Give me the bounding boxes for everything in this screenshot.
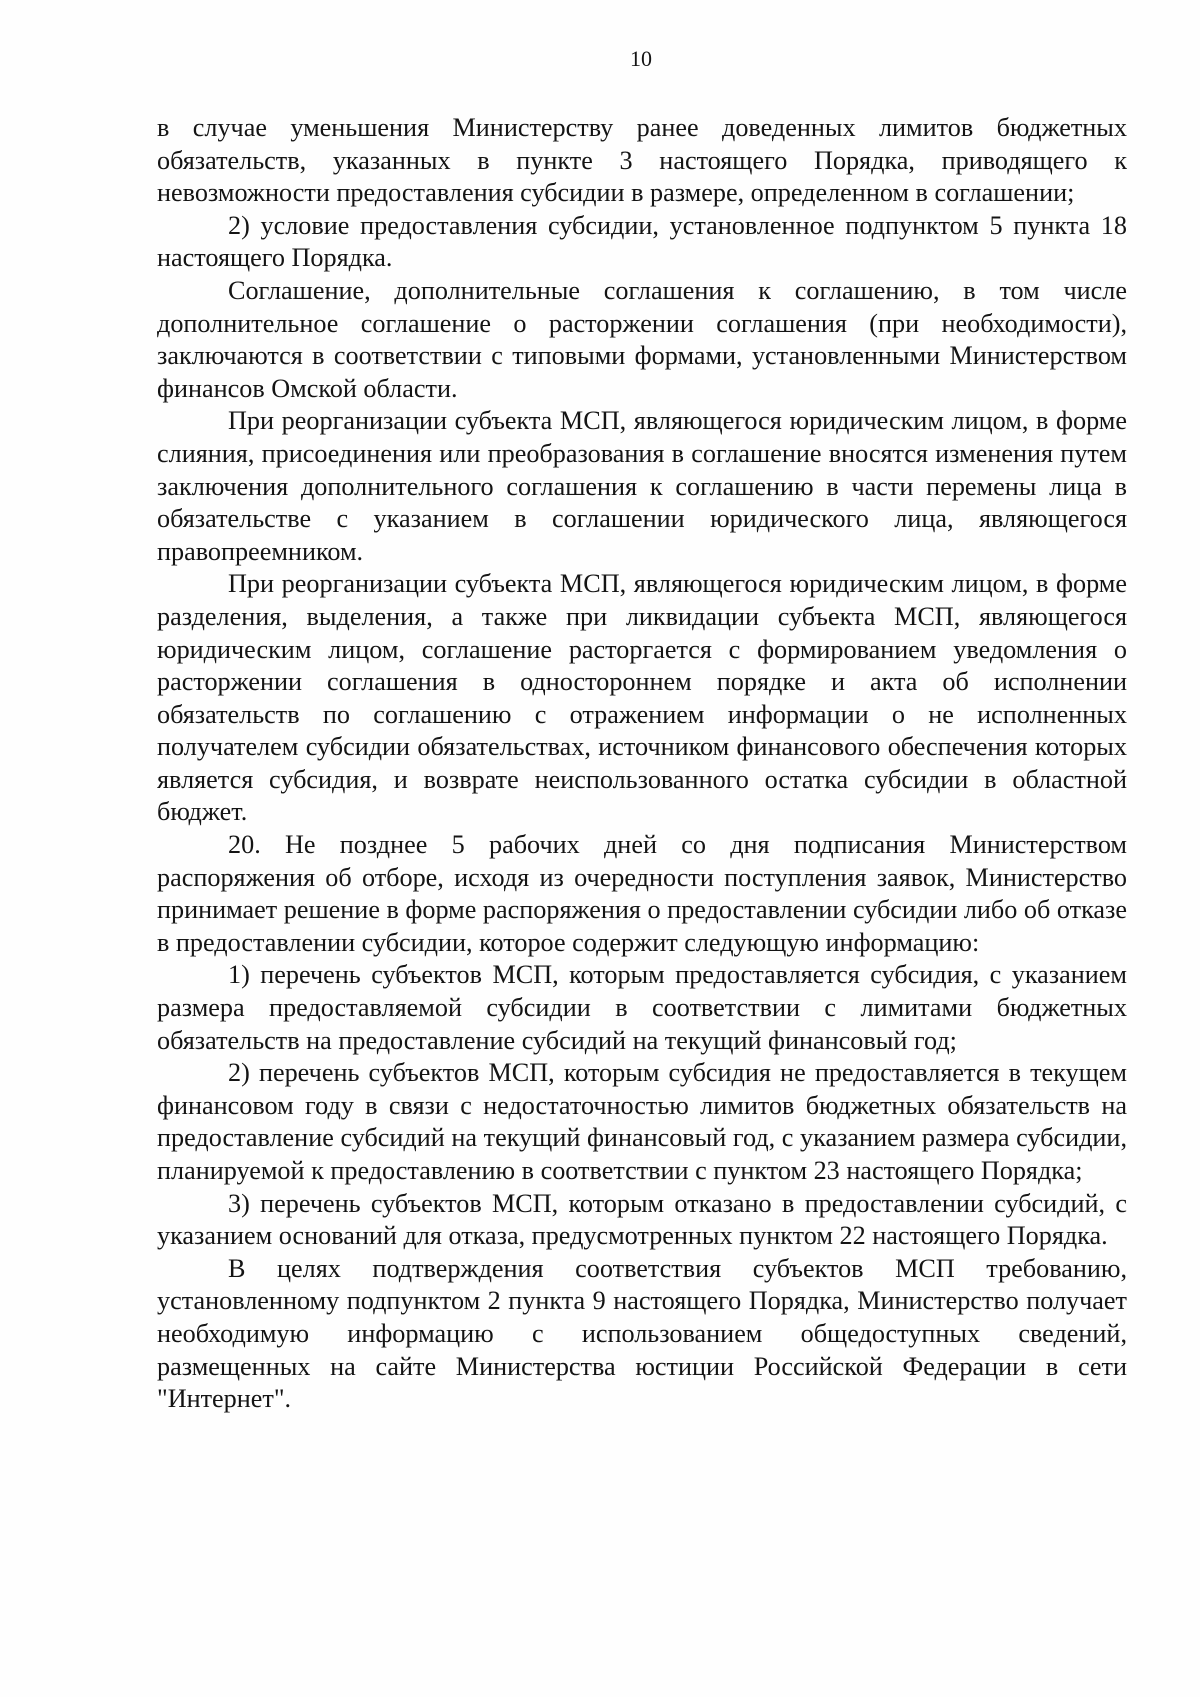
list-item-3: 3) перечень субъектов МСП, которым отказано в предоставлении субсидий, с указанием оснований для отказа, предусмотренных пунктом 22 настоящего Порядка. [157, 1188, 1127, 1251]
list-item-2: 2) перечень субъектов МСП, которым субсидия не предоставляется в текущем финансовом году в связи с недостаточностью лимитов бюджетных обязательств на предоставление субсидий на текущий финансовый год, с указанием размера субсидии, планируемой к предоставлению в соответствии с пунктом 23 настоящего Порядка; [157, 1058, 1127, 1185]
page-number: 10 [630, 46, 652, 71]
paragraph-verification: В целях подтверждения соответствия субъектов МСП требованию, установленному подпунктом 2 пункта 9 настоящего Порядка, Министерство получает необходимую информацию с использованием общедоступных сведений, размещенных на сайте Министерства юстиции Российской Федерации в сети "Интернет". [157, 1253, 1127, 1414]
paragraph-reorganization-merger: При реорганизации субъекта МСП, являющегося юридическим лицом, в форме слияния, присоединения или преобразования в соглашение вносятся изменения путем заключения дополнительного соглашения к соглашению в части перемены лица в обязательстве с указанием в соглашении юридического лица, являющегося правопреемником. [157, 406, 1127, 566]
paragraph-reorganization-division: При реорганизации субъекта МСП, являющегося юридическим лицом, в форме разделения, выделения, а также при ликвидации субъекта МСП, являющегося юридическим лицом, соглашение расторгается с формированием уведомления о расторжении соглашения в одностороннем порядке и акта об исполнении обязательств по соглашению с отражением информации о не исполненных получателем субсидии обязательствах, источником финансового обеспечения которых является субсидия, и возврате неиспользованного остатка субсидии в областной бюджет. [157, 569, 1127, 827]
paragraph-agreement-forms: Соглашение, дополнительные соглашения к соглашению, в том числе дополнительное соглашение о расторжении соглашения (при необходимости), заключаются в соответствии с типовыми формами, установленными Министерством финансов Омской области. [157, 275, 1127, 403]
paragraph-continuation: в случае уменьшения Министерству ранее доведенных лимитов бюджетных обязательств, указанных в пункте 3 настоящего Порядка, приводящего к невозможности предоставления субсидии в размере, определенном в соглашении; [157, 113, 1127, 208]
list-item-1: 1) перечень субъектов МСП, которым предоставляется субсидия, с указанием размера предоставляемой субсидии в соответствии с лимитами бюджетных обязательств на предоставление субсидий на текущий финансовый год; [157, 960, 1127, 1055]
paragraph-item-2: 2) условие предоставления субсидии, установленное подпунктом 5 пункта 18 настоящего Порядка. [157, 210, 1127, 273]
paragraph-clause-20: 20. Не позднее 5 рабочих дней со дня подписания Министерством распоряжения об отборе, исходя из очередности поступления заявок, Министерство принимает решение в форме распоряжения о предоставлении субсидии либо об отказе в предоставлении субсидии, которое содержит следующую информацию: [157, 830, 1127, 957]
document-body [157, 112, 1127, 1416]
